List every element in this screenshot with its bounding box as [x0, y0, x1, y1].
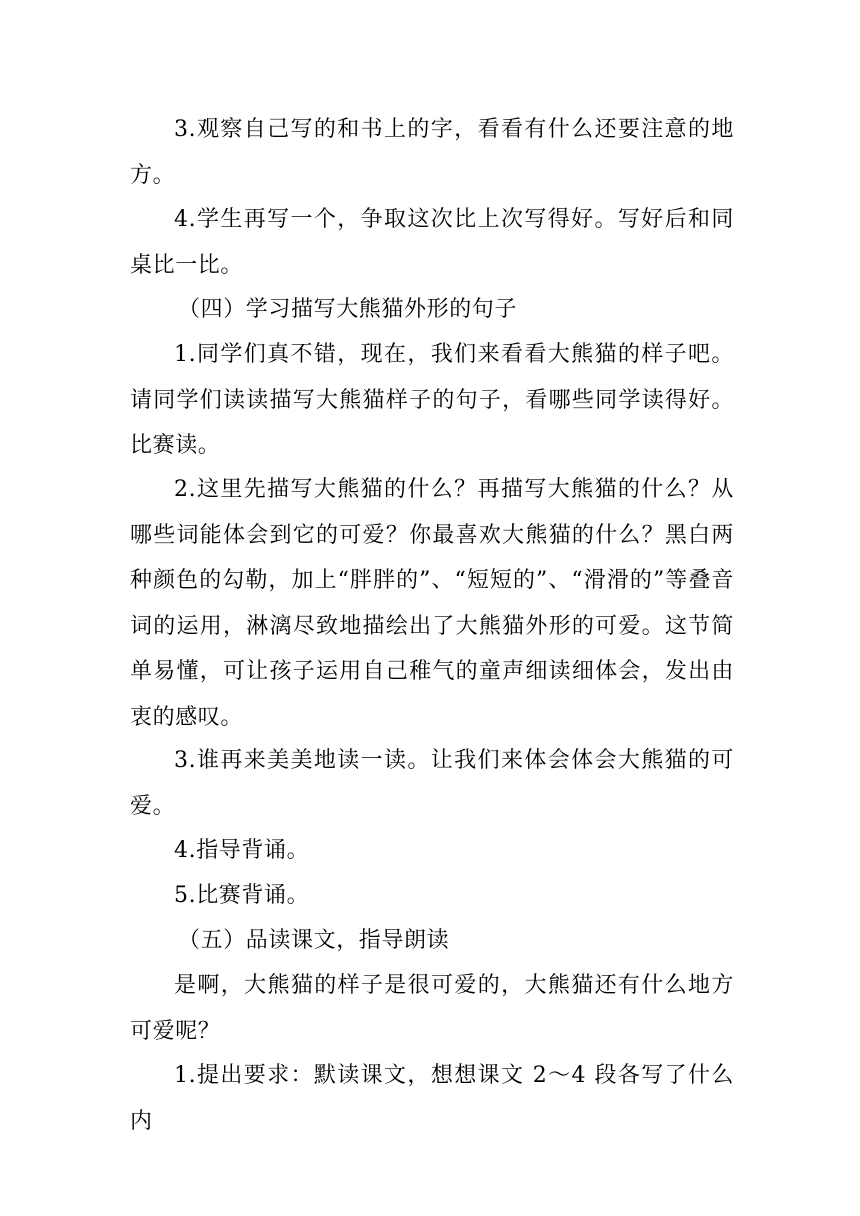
paragraph-describe-panda: 2.这里先描写大熊猫的什么？再描写大熊猫的什么？从哪些词能体会到它的可爱？你最喜欢大熊猫的什么？黑白两种颜色的勾勒，加上“胖胖的”、“短短的”、“滑滑的”等叠音词的运用，淋漓尽致地描绘出了大熊猫外形的可爱。这节简单易懂，可让孩子运用自己稚气的童声细读细体会，发出由衷的感叹。: [130, 477, 734, 730]
paragraph-recite-contest: 5.比赛背诵。: [174, 883, 310, 908]
paragraph-read-sentences: 1.同学们真不错，现在，我们来看看大熊猫的样子吧。请同学们读读描写大熊猫样子的句子，看哪些同学读得好。比赛读。: [130, 342, 734, 458]
paragraph-step-4-rewrite: 4.学生再写一个，争取这次比上次写得好。写好后和同桌比一比。: [130, 207, 734, 278]
paragraph-read-again: 3.谁再来美美地读一读。让我们来体会体会大熊猫的可爱。: [130, 748, 734, 819]
paragraph-step-3-observe: 3.观察自己写的和书上的字，看看有什么还要注意的地方。: [130, 117, 734, 188]
section-heading-5: （五）品读课文，指导朗读: [178, 928, 450, 953]
section-heading-4: （四）学习描写大熊猫外形的句子: [178, 297, 518, 322]
paragraph-requirement: 1.提出要求：默读课文，想想课文 2～4 段各写了什么内: [130, 1063, 734, 1134]
paragraph-panda-cute: 是啊，大熊猫的样子是很可爱的，大熊猫还有什么地方可爱呢？: [130, 973, 734, 1044]
paragraph-guide-recite: 4.指导背诵。: [174, 838, 310, 863]
